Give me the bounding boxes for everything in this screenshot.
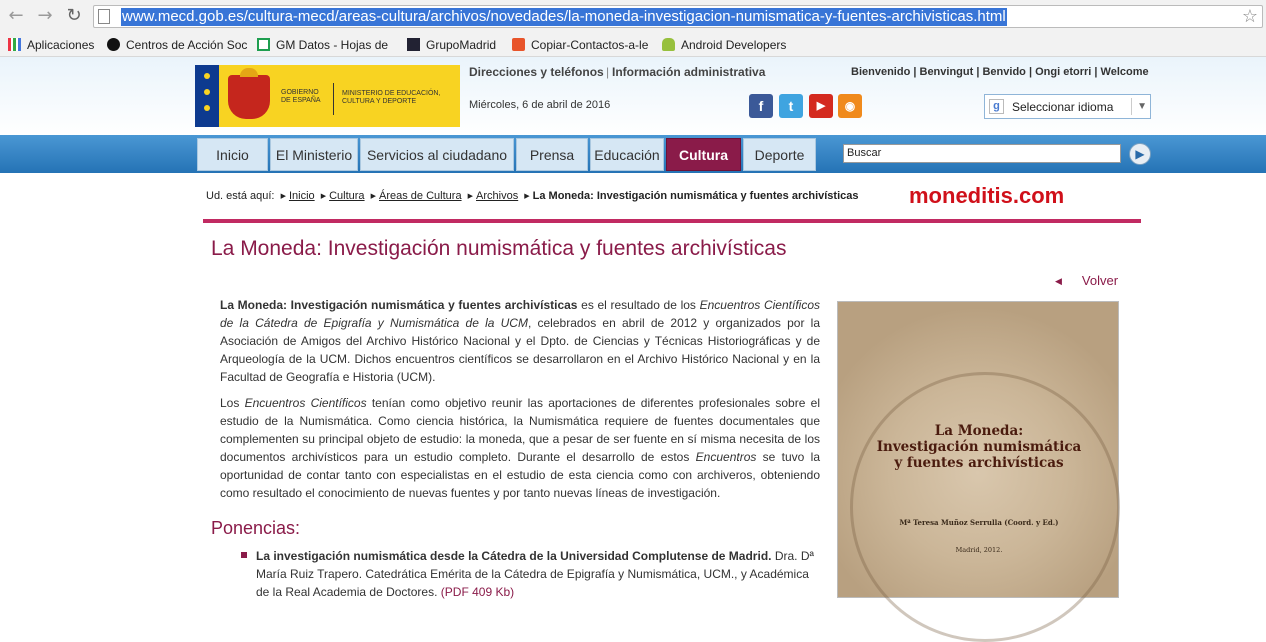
bookmark-grupomadrid[interactable]: GrupoMadrid <box>407 37 496 53</box>
breadcrumb-arrow-icon: ▶ <box>320 193 327 200</box>
breadcrumb-archivos[interactable]: Archivos <box>476 190 519 202</box>
twitter-icon[interactable]: t <box>779 94 803 118</box>
lang-es[interactable]: Bienvenido <box>851 66 911 78</box>
back-link[interactable] <box>1055 273 1118 288</box>
title-divider <box>203 219 1141 223</box>
nav-educacion[interactable]: Educación <box>590 138 664 171</box>
cover-date: Madrid, 2012. <box>955 546 1003 554</box>
directions-link[interactable]: Direcciones y teléfonos <box>469 65 604 79</box>
breadcrumb-arrow-icon: ▶ <box>280 193 286 200</box>
ministry-logo[interactable] <box>195 65 460 127</box>
back-triangle-icon: ◀ <box>1055 276 1062 286</box>
coin-emblem <box>850 372 1120 642</box>
sheets-icon <box>257 38 270 51</box>
apps-grid-icon <box>8 38 21 51</box>
cover-title: La Moneda: Investigación numismática y fuentes archivísticas <box>876 423 1082 471</box>
back-link-label: Volver <box>1081 273 1119 288</box>
facebook-icon[interactable]: f <box>749 94 773 118</box>
browser-toolbar <box>0 0 1266 33</box>
bookmark-apps[interactable]: Aplicaciones <box>8 37 94 53</box>
bullet-icon <box>241 552 247 558</box>
rss-icon[interactable]: ◉ <box>838 94 862 118</box>
header-separator: | <box>606 65 610 79</box>
copy-contacts-icon <box>512 38 525 51</box>
main-content <box>195 173 1155 598</box>
android-icon <box>662 38 675 51</box>
search-input[interactable]: Buscar <box>843 144 1121 163</box>
pdf-link[interactable]: (PDF 409 Kb) <box>440 585 515 599</box>
circle-logo-icon <box>107 38 120 51</box>
address-bar-url[interactable]: www.mecd.gob.es/cultura-mecd/areas-cultura/archivos/novedades/la-moneda-investigacion-numismatica-y-fuentes-archivisticas.html <box>122 8 1006 25</box>
logo-divider <box>333 83 334 115</box>
nav-cultura[interactable]: Cultura <box>666 138 741 171</box>
page-icon <box>98 9 110 24</box>
page-title: La Moneda: Investigación numismática y fuentes archivísticas <box>211 237 787 260</box>
watermark-text: moneditis.com <box>909 183 1065 208</box>
chevron-down-icon: ▼ <box>1131 98 1147 115</box>
bookmark-copiar[interactable]: Copiar-Contactos-a-le <box>512 37 648 53</box>
paragraph-2: Los Encuentros Científicos tenían como objetivo reunir las aportaciones de diferentes profesionales sobre el estudio de la Numismática. Como ciencia histórica, la Numismática requiere de fuentes documentales que complementen su principal objeto de estudio: la moneda, que a pesar de ser fuente en sí misma necesita de los documentos archivísticos para un estudio completo. Durante el desarrollo de estos Encuentros se tuvo la oportunidad de contar tanto con especialistas en el estudio de esta ciencia como con archiveros, obteniendo como resultado el conocimiento de nuevas fuentes y por tanto nuevas líneas de investigación. <box>220 396 821 500</box>
bookmark-centros[interactable]: Centros de Acción Soc <box>107 37 247 53</box>
lang-eu[interactable]: Ongi etorri <box>1035 66 1092 78</box>
eu-flag-icon <box>195 65 219 127</box>
nav-inicio[interactable]: Inicio <box>197 138 268 171</box>
nav-servicios[interactable]: Servicios al ciudadano <box>360 138 514 171</box>
main-nav <box>0 135 1266 173</box>
bookmark-android[interactable]: Android Developers <box>662 37 786 53</box>
bookmark-gm-datos[interactable]: GM Datos - Hojas de <box>257 37 388 53</box>
ponencias-heading: Ponencias: <box>211 518 301 538</box>
nav-ministerio[interactable]: El Ministerio <box>270 138 358 171</box>
lang-en[interactable]: Welcome <box>1100 66 1149 78</box>
search-go-icon[interactable]: ▶ <box>1129 143 1151 165</box>
current-date: Miércoles, 6 de abril de 2016 <box>469 99 611 111</box>
article-body <box>220 296 820 510</box>
grupomadrid-icon <box>407 38 420 51</box>
breadcrumb-current: La Moneda: Investigación numismática y fuentes archivísticas <box>532 190 859 202</box>
language-select[interactable] <box>984 94 1151 119</box>
language-select-label: Seleccionar idioma <box>1012 100 1114 114</box>
breadcrumb-inicio[interactable]: Inicio <box>288 190 315 202</box>
web-page <box>0 57 1266 598</box>
address-bar[interactable] <box>93 5 1263 28</box>
cover-author: Mª Teresa Muñoz Serrulla (Coord. y Ed.) <box>899 518 1059 527</box>
nav-prensa[interactable]: Prensa <box>516 138 588 171</box>
bookmark-star-icon[interactable]: ☆ <box>1241 6 1258 27</box>
breadcrumb-arrow-icon: ▶ <box>467 193 474 200</box>
language-links: Bienvenido | Benvingut | Benvido | Ongi etorri | Welcome <box>851 66 1149 78</box>
list-item: La investigación numismática desde la Cátedra de la Universidad Complutense de Madrid. Dra. Dª María Ruiz Trapero. Catedrática Emérita de la Cátedra de Epigrafía y Numismática, UCM., y Académica de la Real Academia de Doctores. (PDF 409 Kb) <box>241 547 819 601</box>
book-cover-image <box>837 301 1119 598</box>
breadcrumb-arrow-icon: ▶ <box>370 193 377 200</box>
back-arrow-icon[interactable]: ← <box>8 5 24 26</box>
breadcrumb-areas[interactable]: Áreas de Cultura <box>379 190 462 202</box>
youtube-icon[interactable]: ▶ <box>809 94 833 118</box>
lang-ca[interactable]: Benvingut <box>919 66 974 78</box>
breadcrumb-arrow-icon: ▶ <box>524 193 530 200</box>
admin-info-link[interactable]: Información administrativa <box>612 65 766 79</box>
breadcrumb-prefix: Ud. está aquí: <box>206 190 275 202</box>
bookmarks-bar <box>0 33 1266 57</box>
lang-gl[interactable]: Benvido <box>982 66 1026 78</box>
reload-icon[interactable]: ↻ <box>66 5 82 26</box>
logo-government-text: GOBIERNO DE ESPAÑA <box>281 89 321 104</box>
nav-deporte[interactable]: Deporte <box>743 138 816 171</box>
google-translate-icon: g <box>989 99 1004 114</box>
breadcrumb <box>206 190 858 202</box>
paragraph-1: La Moneda: Investigación numismática y fuentes archivísticas es el resultado de los Encuentros Científicos de la Cátedra de Epigrafía y Numismática de la UCM, celebrados en abril de 2012 y organizados por la Asociación de Amigos del Archivo Histórico Nacional y el Dpto. de Ciencias y Técnicas Historiográficas y de Arqueología de la UCM. Dichos encuentros científicos se desarrollaron en el Archivo Histórico Nacional y en la Facultad de Geografía e Historia (UCM). <box>220 298 820 384</box>
logo-ministry-text: MINISTERIO DE EDUCACIÓN, CULTURA Y DEPORTE <box>342 90 441 105</box>
breadcrumb-cultura[interactable]: Cultura <box>329 190 365 202</box>
coat-of-arms-icon <box>228 75 270 119</box>
forward-arrow-icon[interactable]: → <box>37 5 53 26</box>
